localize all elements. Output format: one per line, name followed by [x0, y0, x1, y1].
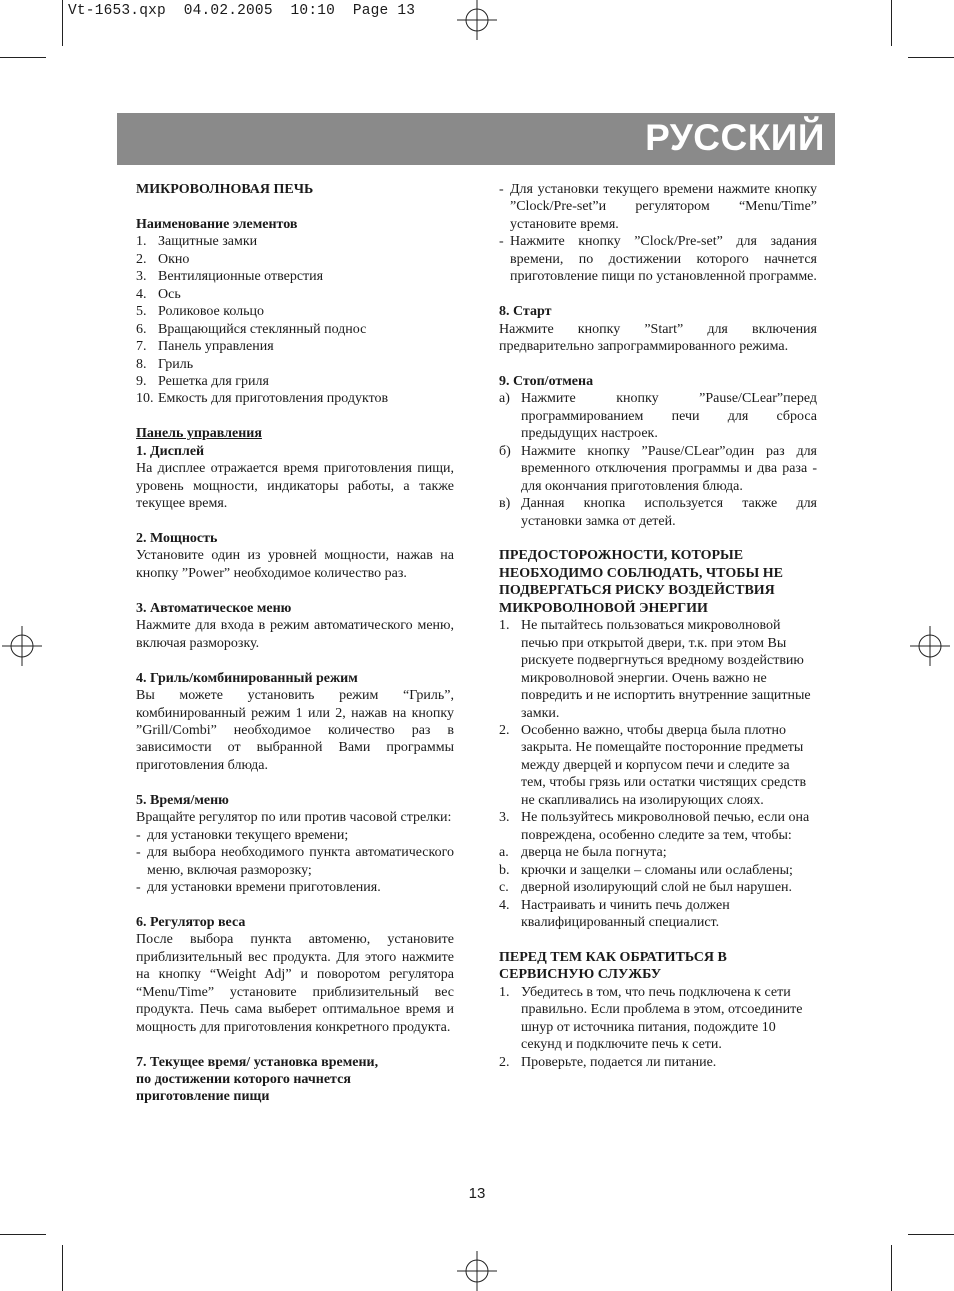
list-item: 4. Ось	[136, 286, 181, 302]
registration-mark-bottom	[457, 1251, 497, 1291]
list-item: 8. Гриль	[136, 356, 194, 372]
section-text: Нажмите для входа в режим автоматического меню, включая разморозку.	[136, 618, 454, 651]
registration-mark-right	[910, 626, 950, 666]
service-heading: ПЕРЕД ТЕМ КАК ОБРАТИТЬСЯ В СЕРВИСНУЮ СЛУЖБУ	[499, 949, 727, 983]
section-heading: 8. Старт	[499, 304, 552, 320]
list-item: б) Нажмите кнопку ”Pause/CLear”один раз для временного отключения программы и два раза - для окончания приготовления блюда.	[499, 443, 817, 494]
list-item: - для установки текущего времени;	[136, 827, 349, 843]
document-title: МИКРОВОЛНОВАЯ ПЕЧЬ	[136, 182, 314, 197]
list-item: 7. Панель управления	[136, 339, 274, 355]
section-heading: по достижении которого начнется	[136, 1071, 351, 1087]
section-heading: 5. Время/меню	[136, 792, 229, 808]
right-column	[499, 181, 817, 1071]
section-heading: 3. Автоматическое меню	[136, 600, 292, 616]
banner-title: РУССКИЙ	[645, 117, 825, 158]
list-item: 1. Не пытайтесь пользоваться микроволновой печью при открытой двери, т.к. при этом Вы рискуете подвергнуться вредному воздействию микроволновой энергии. Очень важно не повредить и не испортить внутренние защитные замки.	[499, 618, 811, 721]
panel-heading: Панель управления	[136, 426, 262, 442]
page-number: 13	[468, 1185, 486, 1202]
list-item: b. крючки и защелки – сломаны или ослаблены;	[499, 862, 793, 878]
parts-list	[136, 233, 454, 408]
list-item: 1. Защитные замки	[136, 234, 258, 250]
crop-mark	[891, 1245, 892, 1291]
registration-mark-top	[457, 0, 497, 40]
section-text: Установите один из уровней мощности, нажав на кнопку ”Power” необходимое количество раз.	[136, 548, 454, 581]
list-item: 2. Проверьте, подается ли питание.	[499, 1054, 717, 1070]
section-heading: 9. Стоп/отмена	[499, 373, 594, 389]
section-text: Нажмите кнопку ”Start” для включения предварительно запрограммированного режима.	[499, 321, 817, 355]
list-item: 10. Емкость для приготовления продуктов	[136, 391, 389, 407]
crop-mark	[62, 1245, 63, 1291]
section-text: На дисплее отражается время приготовления пищи, уровень мощности, индикаторы работы, а также текущее время.	[136, 461, 454, 512]
list-item: - для установки времени приготовления.	[136, 880, 381, 896]
section-text: После выбора пункта автоменю, установите приблизительный вес продукта. Для этого нажмите на кнопку “Weight Adj” и поворотом регулятора “Menu/Time” установите приблизительный вес продукта. Печь сама выберет оптимальное время и мощность для приготовления конкретного продукта.	[136, 932, 454, 1035]
section-heading: 6. Регулятор веса	[136, 914, 246, 930]
list-item: 1. Убедитесь в том, что печь подключена к сети правильно. Если проблема в этом, отсоедините шнур от источника питания, подождите 10 секунд и подключите печь к сети.	[499, 984, 803, 1053]
list-item: 6. Вращающийся стеклянный поднос	[136, 321, 367, 337]
list-item: 2. Окно	[136, 251, 190, 267]
section-heading: 2. Мощность	[136, 531, 218, 547]
print-slug: Vt-1653.qxp 04.02.2005 10:10 Page 13	[68, 3, 416, 19]
crop-mark	[62, 0, 63, 46]
list-item: 3. Вентиляционные отверстия	[136, 269, 324, 285]
list-item: a. дверца не была погнута;	[499, 845, 667, 861]
language-banner	[117, 113, 835, 165]
crop-mark	[891, 0, 892, 46]
parts-heading: Наименование элементов	[136, 216, 298, 232]
list-item: 3. Не пользуйтесь микроволновой печью, если она повреждена, особенно следите за тем, чтобы:	[499, 810, 810, 843]
list-item: - Для установки текущего времени нажмите кнопку ”Clock/Pre-set”и регулятором “Menu/Time” установите время.	[499, 182, 817, 232]
section-heading: 4. Гриль/комбинированный режим	[136, 670, 358, 686]
list-item: - для выбора необходимого пункта автоматического меню, включая разморозку;	[136, 845, 454, 878]
section-heading: 1. Дисплей	[136, 443, 205, 459]
crop-mark	[0, 57, 46, 58]
crop-mark	[0, 1234, 46, 1235]
list-item: 4. Настраивать и чинить печь должен квалифицированный специалист.	[499, 897, 730, 930]
list-item: а) Нажмите кнопку ”Pause/CLear”перед программированием печи для сброса предыдущих настроек.	[499, 391, 817, 442]
list-item: c. дверной изолирующий слой не был нарушен.	[499, 880, 793, 896]
list-item: в) Данная кнопка используется также для установки замка от детей.	[499, 496, 817, 529]
section-text: Вращайте регулятор по или против часовой стрелки:	[136, 810, 452, 826]
registration-mark-left	[2, 626, 42, 666]
list-item: - Нажмите кнопку ”Clock/Pre-set” для задания времени, по достижении которого начнется приготовление пищи по установленной программе.	[499, 234, 817, 285]
section-heading: приготовление пищи	[136, 1089, 270, 1105]
section-heading: 7. Текущее время/ установка времени,	[136, 1054, 379, 1070]
crop-mark	[908, 1234, 954, 1235]
left-column	[136, 181, 454, 1106]
section-text: Вы можете установить режим “Гриль”, комбинированный режим 1 или 2, нажав на кнопку ”Grill/Combi” необходимое количество раз в зависимости от выбранной Вами программы приготовления блюда.	[136, 688, 454, 773]
list-item: 2. Особенно важно, чтобы дверца была плотно закрыта. Не помещайте посторонние предметы между дверцей и корпусом печи и следите за тем, чтобы грязь или остатки чистящих средств не скапливались на изолирующих слоях.	[499, 723, 807, 808]
caution-heading: ПРЕДОСТОРОЖНОСТИ, КОТОРЫЕ НЕОБХОДИМО СОБЛЮДАТЬ, ЧТОБЫ НЕ ПОДВЕРГАТЬСЯ РИСКУ ВОЗДЕЙСТВИЯ МИКРОВОЛНОВОЙ ЭНЕРГИИ	[499, 548, 783, 616]
list-item: 5. Роликовое кольцо	[136, 304, 264, 320]
list-item: 9. Решетка для гриля	[136, 373, 269, 389]
crop-mark	[908, 57, 954, 58]
